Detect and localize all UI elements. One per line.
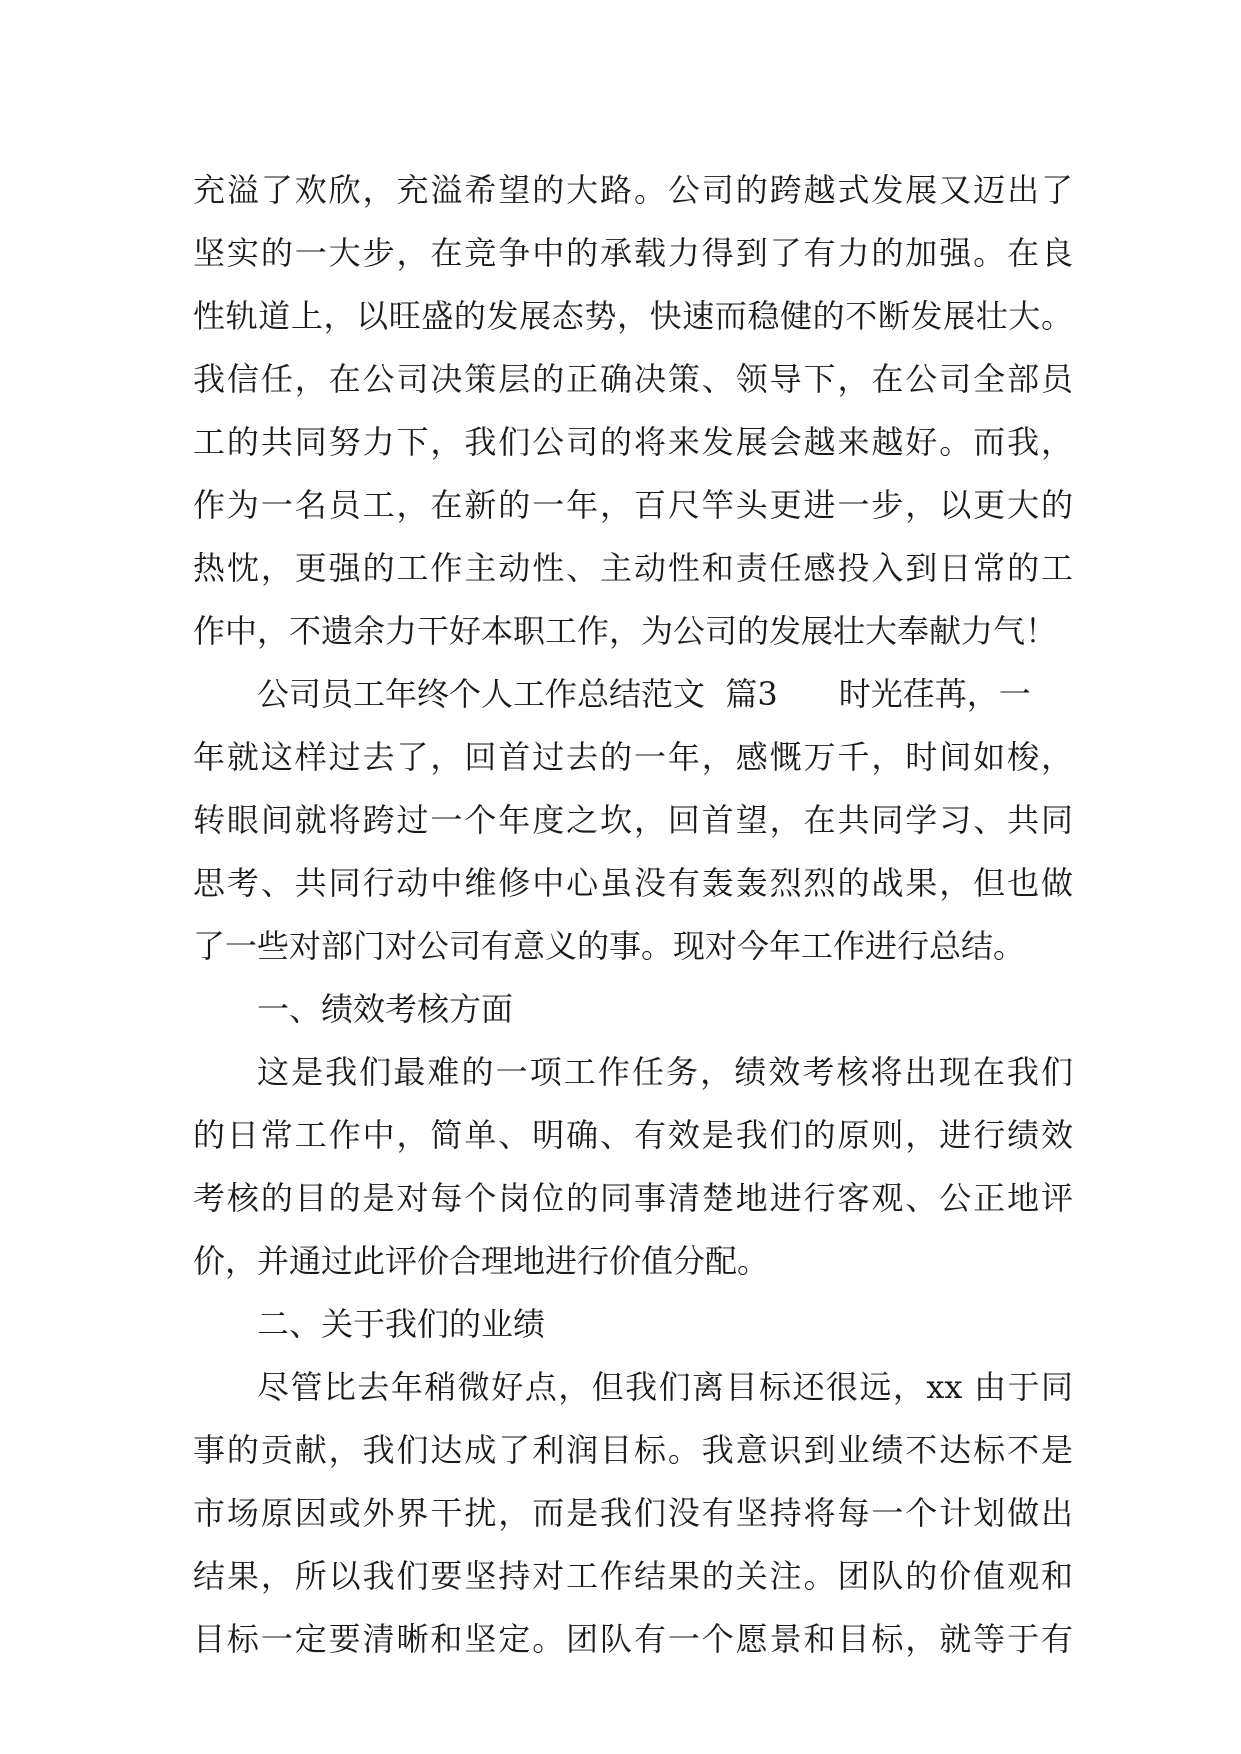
text-line: 工的共同努力下，我们公司的将来发展会越来越好。而我， <box>193 423 1073 461</box>
text-line: 结果，所以我们要坚持对工作结果的关注。团队的价值观和 <box>193 1557 1073 1595</box>
text-line: 尽管比去年稍微好点，但我们离目标还很远，xx 由于同 <box>257 1368 1073 1406</box>
text-line: 性轨道上，以旺盛的发展态势，快速而稳健的不断发展壮大。 <box>193 297 1073 335</box>
text-line: 目标一定要清晰和坚定。团队有一个愿景和目标，就等于有 <box>193 1620 1073 1658</box>
text-line: 了一些对部门对公司有意义的事。现对今年工作进行总结。 <box>193 927 1026 965</box>
text-line: 坚实的一大步，在竞争中的承载力得到了有力的加强。在良 <box>193 234 1073 272</box>
text-line: 市场原因或外界干扰，而是我们没有坚持将每一个计划做出 <box>193 1494 1073 1532</box>
text-line: 充溢了欢欣，充溢希望的大路。公司的跨越式发展又迈出了 <box>193 171 1073 209</box>
text-line: 这是我们最难的一项工作任务，绩效考核将出现在我们 <box>257 1053 1073 1091</box>
text-line: 作为一名员工，在新的一年，百尺竿头更进一步，以更大的 <box>193 486 1073 524</box>
text-line: 思考、共同行动中维修中心虽没有轰轰烈烈的战果，但也做 <box>193 864 1073 902</box>
heading-results: 二、关于我们的业绩 <box>257 1305 546 1343</box>
text-line: 考核的目的是对每个岗位的同事清楚地进行客观、公正地评 <box>193 1179 1073 1217</box>
document-body <box>193 159 1073 1671</box>
text-line: 价，并通过此评价合理地进行价值分配。 <box>193 1242 770 1280</box>
section-title-line: 公司员工年终个人工作总结范文 篇3 时光荏苒，一 <box>257 675 1031 713</box>
text-line: 事的贡献，我们达成了利润目标。我意识到业绩不达标不是 <box>193 1431 1073 1469</box>
text-line: 我信任，在公司决策层的正确决策、领导下，在公司全部员 <box>193 360 1073 398</box>
text-line: 年就这样过去了，回首过去的一年，感慨万千，时间如梭， <box>193 738 1073 776</box>
text-line: 的日常工作中，简单、明确、有效是我们的原则，进行绩效 <box>193 1116 1073 1154</box>
text-line: 转眼间就将跨过一个年度之坎，回首望，在共同学习、共同 <box>193 801 1073 839</box>
text-line: 作中，不遗余力干好本职工作，为公司的发展壮大奉献力气！ <box>193 612 1058 650</box>
heading-performance: 一、绩效考核方面 <box>257 990 514 1028</box>
text-line: 热忱，更强的工作主动性、主动性和责任感投入到日常的工 <box>193 549 1073 587</box>
